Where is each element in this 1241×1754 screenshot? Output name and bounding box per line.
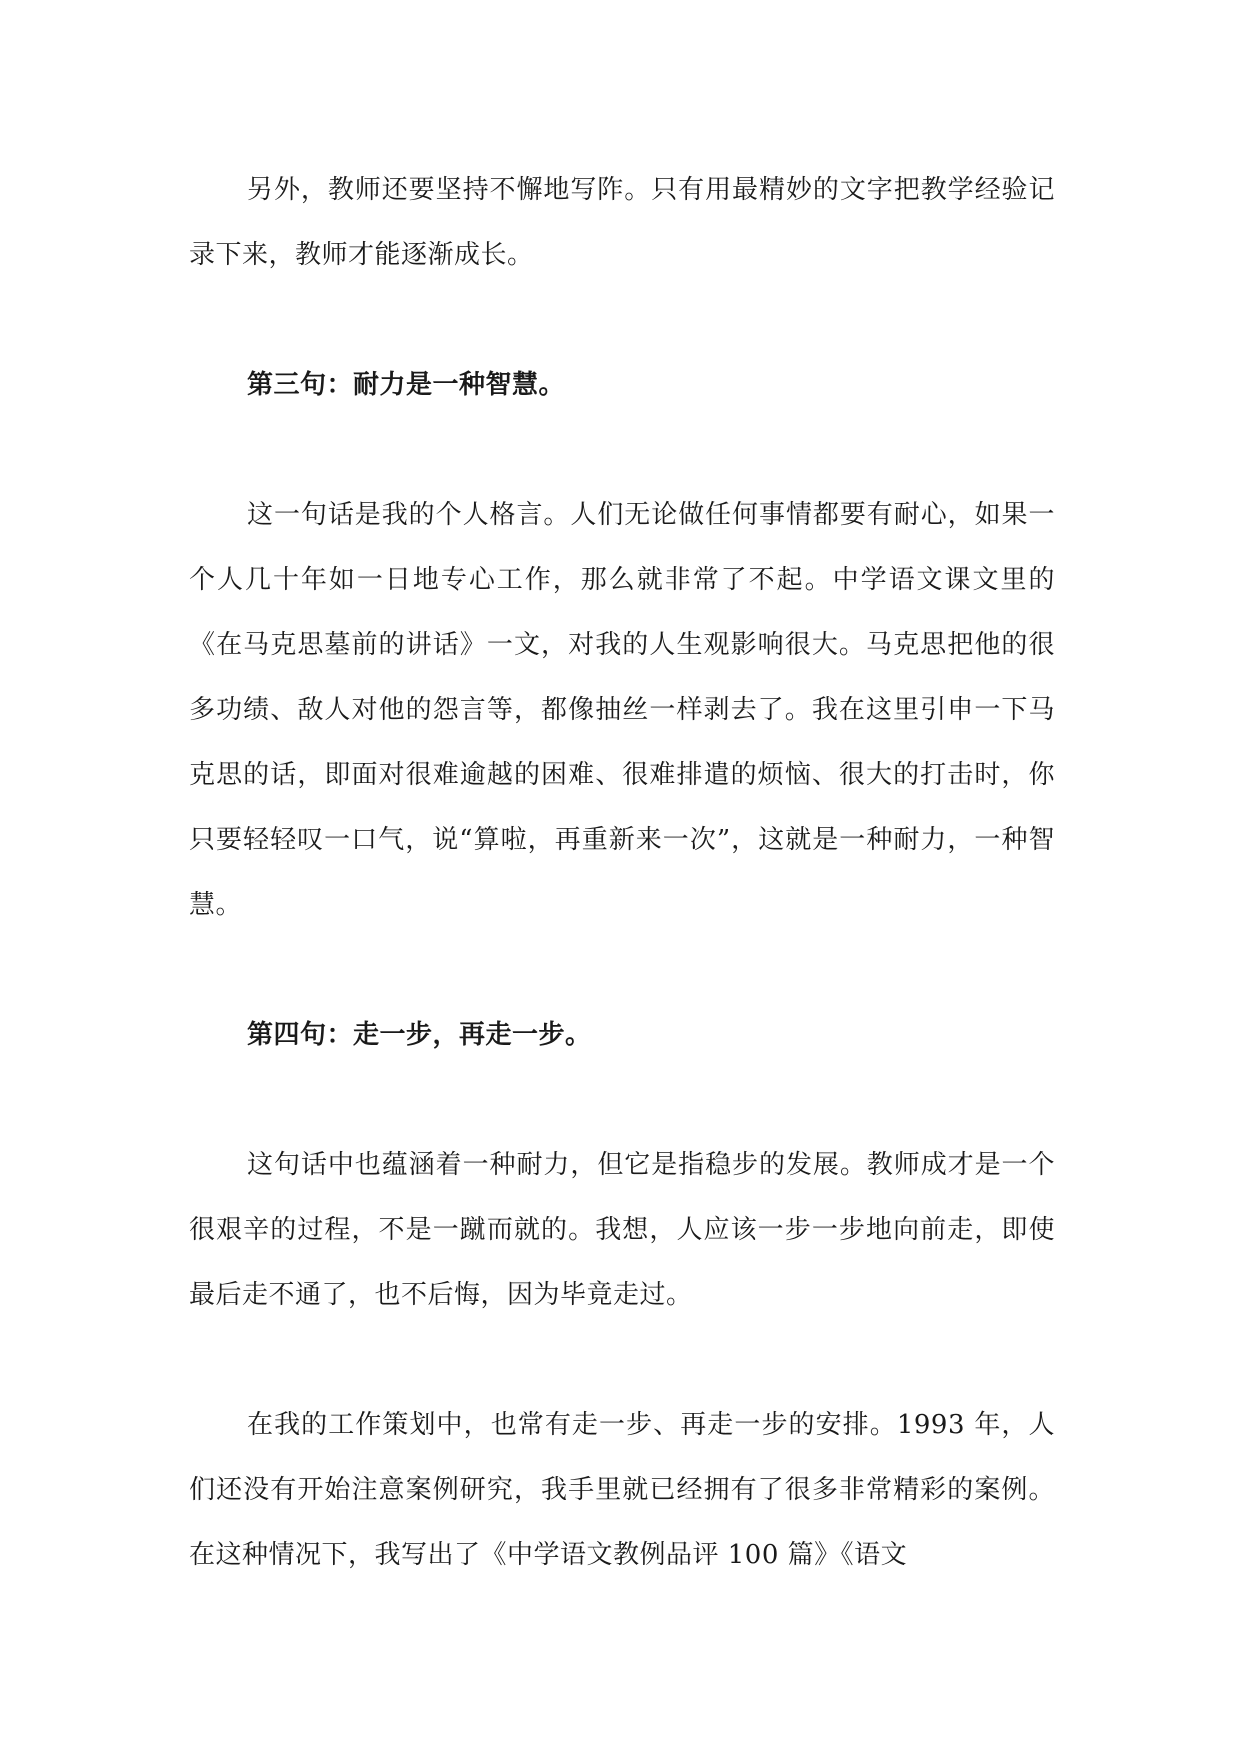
paragraph-endurance-wisdom: 这一句话是我的个人格言。人们无论做任何事情都要有耐心，如果一个人几十年如一日地专心工作，那么就非常了不起。中学语文课文里的《在马克思墓前的讲话》一文，对我的人生观影响很大。马克思把他的很多功绩、敌人对他的怨言等，都像抽丝一样剥去了。我在这里引申一下马克思的话，即面对很难逾越的困难、很难排遣的烦恼、很大的打击时，你只要轻轻叹一口气，说“算啦，再重新来一次”，这就是一种耐力，一种智慧。 <box>189 500 1055 920</box>
paragraph-work-planning: 在我的工作策划中，也常有走一步、再走一步的安排。1993 年，人们还没有开始注意案例研究，我手里就已经拥有了很多非常精彩的案例。在这种情况下，我写出了《中学语文教例品评 100 篇》《语文 <box>189 1410 1055 1570</box>
document-body <box>189 158 1055 1588</box>
heading-fourth-saying: 第四句：走一步，再走一步。 <box>247 1020 592 1050</box>
paragraph-step-by-step: 这句话中也蕴涵着一种耐力，但它是指稳步的发展。教师成才是一个很艰辛的过程，不是一蹴而就的。我想，人应该一步一步地向前走，即使最后走不通了，也不后悔，因为毕竟走过。 <box>189 1150 1055 1310</box>
paragraph-writing-persistence: 另外，教师还要坚持不懈地写阼。只有用最精妙的文字把教学经验记录下来，教师才能逐渐成长。 <box>189 175 1055 270</box>
heading-third-saying: 第三句：耐力是一种智慧。 <box>247 370 566 400</box>
